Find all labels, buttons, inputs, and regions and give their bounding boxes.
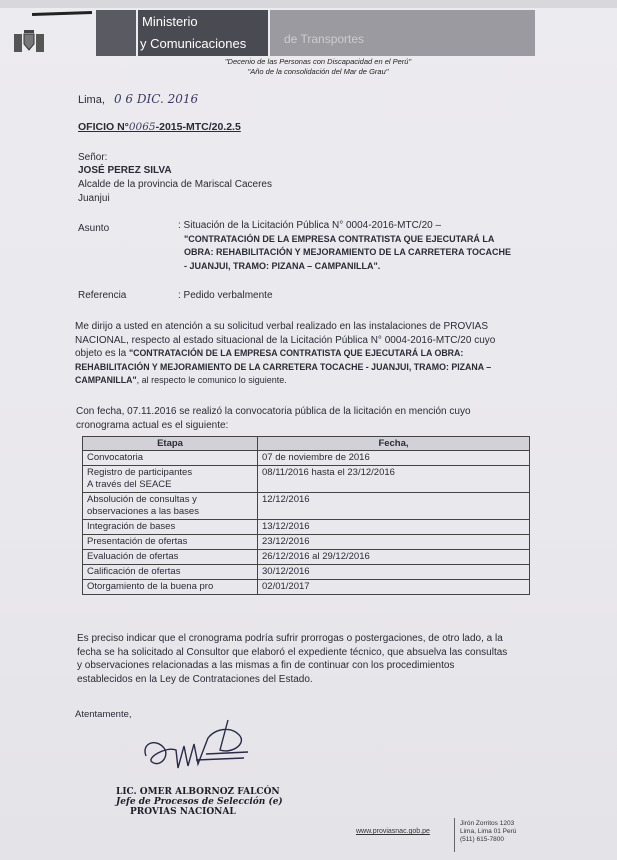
column-header-etapa: Etapa <box>83 437 258 451</box>
table-row <box>83 535 530 550</box>
paragraph-2 <box>76 405 528 432</box>
asunto-line: "CONTRATACIÓN DE LA EMPRESA CONTRATISTA QUE EJECUTARÁ LA <box>184 233 495 244</box>
table-header-row <box>83 437 530 451</box>
table-row <box>83 466 530 493</box>
motto-line2: "Año de la consolidación del Mar de Grau" <box>247 67 389 76</box>
p1-bold: "CONTRATACIÓN DE LA EMPRESA CONTRATISTA QUE EJECUTARÁ LA OBRA: <box>128 348 464 358</box>
header-block-left <box>96 10 136 56</box>
p3-line: Es preciso indicar que el cronograma podría sufrir prorrogas o postergaciones, de otro lado, a la <box>77 633 503 644</box>
oficio-handwritten: 0065 <box>128 121 156 133</box>
p1-line: NACIONAL, respecto al estado situacional de la Licitación Pública N° 0004-2016-MTC/20 cuyo <box>75 334 496 346</box>
asunto-line: OBRA: REHABILITACIÓN Y MEJORAMIENTO DE LA CARRETERA TOCACHE <box>184 247 512 257</box>
schedule-table <box>82 436 530 595</box>
paragraph-1 <box>75 320 527 388</box>
etapa-cell: Integración de bases <box>83 520 258 535</box>
etapa-cell: Convocatoria <box>83 451 258 466</box>
column-header-fecha: Fecha, <box>258 437 530 451</box>
footer-address-line: Lima, Lima 01 Perú <box>460 828 517 835</box>
recipient-title: Alcalde de la provincia de Mariscal Caceres <box>78 179 272 190</box>
date-line <box>78 93 198 108</box>
p1-text: objeto es la <box>75 348 129 359</box>
table-row <box>83 493 530 520</box>
ministry-line2: y Comunicaciones <box>140 36 247 51</box>
p2-line: Con fecha, 07.11.2016 se realizó la convocatoria pública de la licitación en mención cuyo <box>76 406 471 417</box>
fecha-cell: 23/12/2016 <box>258 535 530 550</box>
fecha-cell: 12/12/2016 <box>258 493 530 520</box>
asunto-text <box>178 219 524 273</box>
table-row <box>83 520 530 535</box>
salutation: Señor: <box>78 152 108 163</box>
referencia-value: : Pedido verbalmente <box>178 290 273 301</box>
footer-address-line: Jirón Zorritos 1203 <box>460 820 515 827</box>
p1-text: , al respecto le comunico lo siguiente. <box>136 375 287 385</box>
city: Lima, <box>78 94 105 106</box>
asunto-line: - JUANJUI, TRAMO: PIZANA – CAMPANILLA". <box>184 260 381 271</box>
p2-line: cronograma actual es el siguiente: <box>76 419 229 431</box>
etapa-cell: Registro de participantes A través del SEACE <box>83 466 258 493</box>
p1-line: Me dirijo a usted en atención a su solicitud verbal realizado en las instalaciones de PROVIAS <box>75 321 489 332</box>
stamped-date: 0 6 DIC. 2016 <box>113 92 199 106</box>
fecha-cell: 08/11/2016 hasta el 23/12/2016 <box>258 466 530 493</box>
agency-name: de Transportes <box>284 32 365 46</box>
etapa-cell: Evaluación de ofertas <box>83 550 258 565</box>
fecha-cell: 13/12/2016 <box>258 520 530 535</box>
header-agency <box>270 10 535 56</box>
table-row <box>83 565 530 580</box>
ministry-line1: Ministerio <box>142 14 198 29</box>
recipient-city: Juanjui <box>78 193 110 204</box>
etapa-cell: Calificación de ofertas <box>83 565 258 580</box>
table-row <box>83 550 530 565</box>
footer-website: www.proviasnac.gob.pe <box>356 828 430 835</box>
motto-line1: "Decenio de las Personas con Discapacidad en el Perú" <box>224 57 412 66</box>
signatory-role: Jefe de Procesos de Selección (e) <box>116 797 283 807</box>
oficio-number <box>78 121 241 135</box>
asunto-label: Asunto <box>78 223 110 234</box>
closing: Atentamente, <box>75 709 132 720</box>
signatory-name: LIC. OMER ALBORNOZ FALCÓN <box>116 787 280 797</box>
header-ministry <box>138 10 268 56</box>
asunto-line: : Situación de la Licitación Pública N° 0004-2016-MTC/20 – <box>178 220 442 231</box>
etapa-cell: Otorgamiento de la buena pro <box>83 580 258 595</box>
fecha-cell: 02/01/2017 <box>258 580 530 595</box>
oficio-suffix: -2015-MTC/20.2.5 <box>155 121 241 133</box>
fecha-cell: 26/12/2016 al 29/12/2016 <box>258 550 530 565</box>
etapa-cell: Absolución de consultas y observaciones a las bases <box>83 493 258 520</box>
oficio-prefix: OFICIO N° <box>78 121 129 133</box>
etapa-cell: Presentación de ofertas <box>83 535 258 550</box>
footer-phone: (511) 615-7800 <box>460 836 504 843</box>
fecha-cell: 07 de noviembre de 2016 <box>258 451 530 466</box>
p1-line: REHABILITACIÓN Y MEJORAMIENTO DE LA CARRETERA TOCACHE - JUANJUI, TRAMO: PIZANA – <box>75 361 492 372</box>
fecha-cell: 30/12/2016 <box>258 565 530 580</box>
paragraph-3 <box>77 632 529 686</box>
pen-mark <box>32 11 92 16</box>
peru-coat-of-arms-icon <box>14 30 44 54</box>
table-row <box>83 451 530 466</box>
top-stripe <box>0 0 617 8</box>
handwritten-signature-icon <box>136 708 256 778</box>
p3-line: fecha se ha solicitado al Consultor que elaboró el expediente técnico, que absuelva las consultas <box>77 646 508 658</box>
p1-line <box>75 374 527 388</box>
referencia-label: Referencia <box>78 290 127 301</box>
p3-line: y observaciones relacionadas a las mismas a fin de continuar con los procedimientos <box>77 660 455 671</box>
table-row <box>83 580 530 595</box>
footer-address <box>460 820 516 844</box>
recipient-name: JOSÉ PEREZ SILVA <box>78 165 172 176</box>
signatory-org: PROVIAS NACIONAL <box>130 807 236 817</box>
p1-bold: CAMPANILLA" <box>75 375 137 385</box>
footer-divider <box>454 818 455 852</box>
p1-line <box>75 347 527 361</box>
p3-line: establecidos en la Ley de Contrataciones del Estado. <box>77 673 313 685</box>
